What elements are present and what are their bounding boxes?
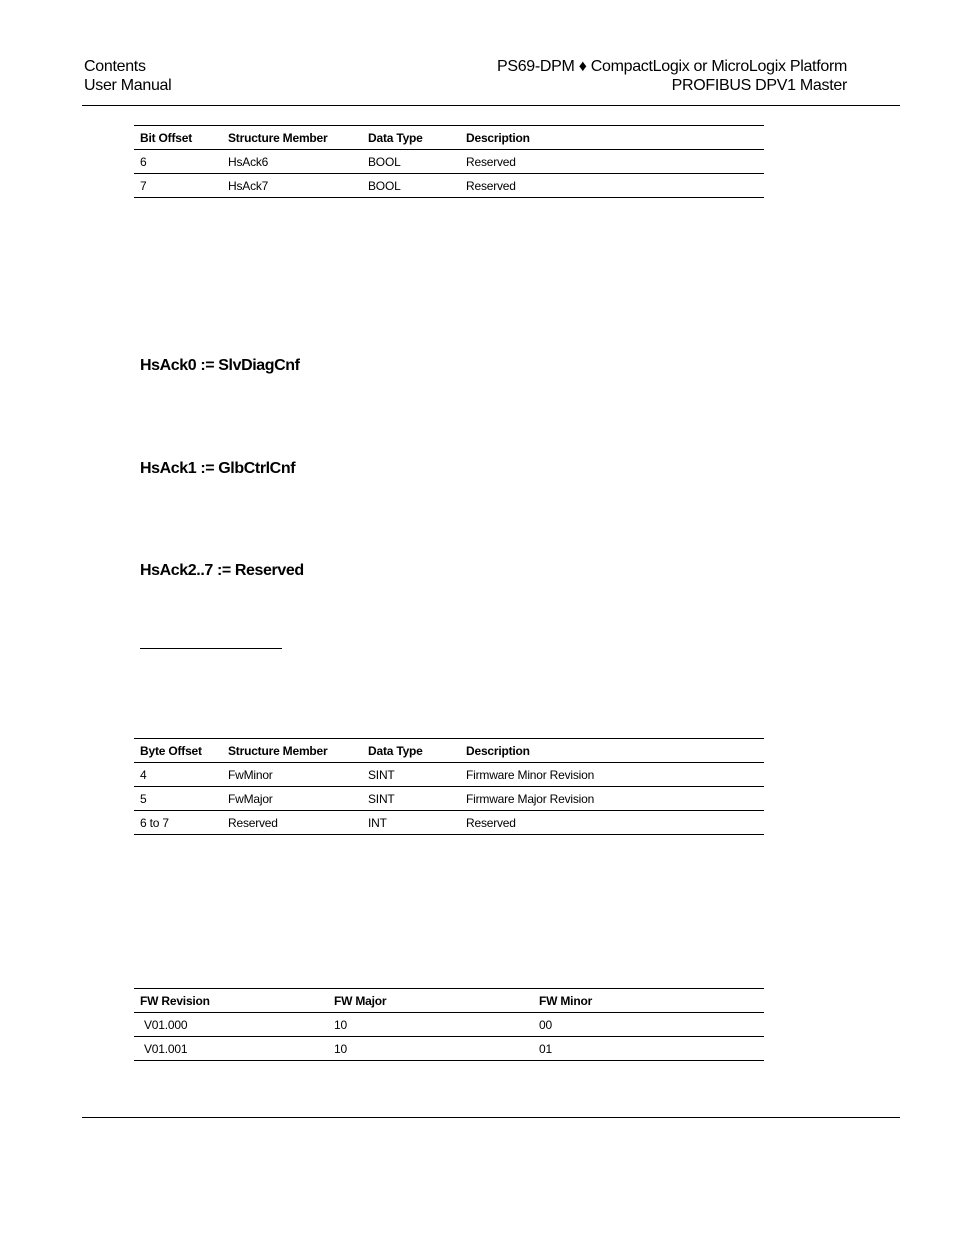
table-cell: FwMajor [222,787,362,811]
table-row [134,787,764,811]
col-header: Description [460,126,764,150]
footnote-rule [140,648,282,649]
col-header: Structure Member [222,739,362,763]
table-cell: SINT [362,787,460,811]
header-product-title: PS69-DPM ♦ CompactLogix or MicroLogix Platform [496,58,847,75]
col-header: Data Type [362,739,460,763]
table-cell: 5 [134,787,222,811]
col-header: Description [460,739,764,763]
table-cell: 7 [134,174,222,198]
table-cell: BOOL [362,150,460,174]
table-cell: 01 [533,1037,764,1061]
table-cell: 00 [533,1013,764,1037]
table-cell: BOOL [362,174,460,198]
col-header: Byte Offset [134,739,222,763]
table-cell: INT [362,811,460,835]
col-header: FW Revision [134,989,328,1013]
col-header: Structure Member [222,126,362,150]
heading-hsack2-7: HsAck2..7 := Reserved [140,562,304,579]
col-header: Data Type [362,126,460,150]
header-contents: Contents [84,58,146,75]
table-cell: Reserved [460,150,764,174]
col-header: FW Minor [533,989,764,1013]
col-header: FW Major [328,989,533,1013]
byte-offset-table [134,738,764,835]
header-product-subtitle: PROFIBUS DPV1 Master [671,77,847,94]
header-left [84,57,171,95]
table-cell: Reserved [460,174,764,198]
col-header: Bit Offset [134,126,222,150]
footer-rule [82,1117,900,1118]
header-rule [82,105,900,106]
heading-hsack1: HsAck1 := GlbCtrlCnf [140,460,296,477]
table-cell: HsAck7 [222,174,362,198]
table-cell: HsAck6 [222,150,362,174]
table-cell: 4 [134,763,222,787]
heading-hsack0: HsAck0 := SlvDiagCnf [140,357,300,374]
header-right [497,57,847,95]
table-cell: FwMinor [222,763,362,787]
table-row [134,811,764,835]
table-header-row [134,126,764,150]
table-cell: 10 [328,1013,533,1037]
table-cell: Firmware Minor Revision [460,763,764,787]
table-row [134,763,764,787]
table-cell: 6 to 7 [134,811,222,835]
table-row [134,150,764,174]
table-row [134,1013,764,1037]
table-cell: Reserved [222,811,362,835]
table-cell: V01.000 [134,1013,328,1037]
table-header-row [134,989,764,1013]
table-cell: Reserved [460,811,764,835]
table-cell: 6 [134,150,222,174]
table-cell: V01.001 [134,1037,328,1061]
table-cell: Firmware Major Revision [460,787,764,811]
table-row [134,1037,764,1061]
table-cell: SINT [362,763,460,787]
table-cell: 10 [328,1037,533,1061]
table-row [134,174,764,198]
header-user-manual: User Manual [84,77,172,94]
firmware-revision-table [134,988,764,1061]
bit-offset-table [134,125,764,198]
table-header-row [134,739,764,763]
